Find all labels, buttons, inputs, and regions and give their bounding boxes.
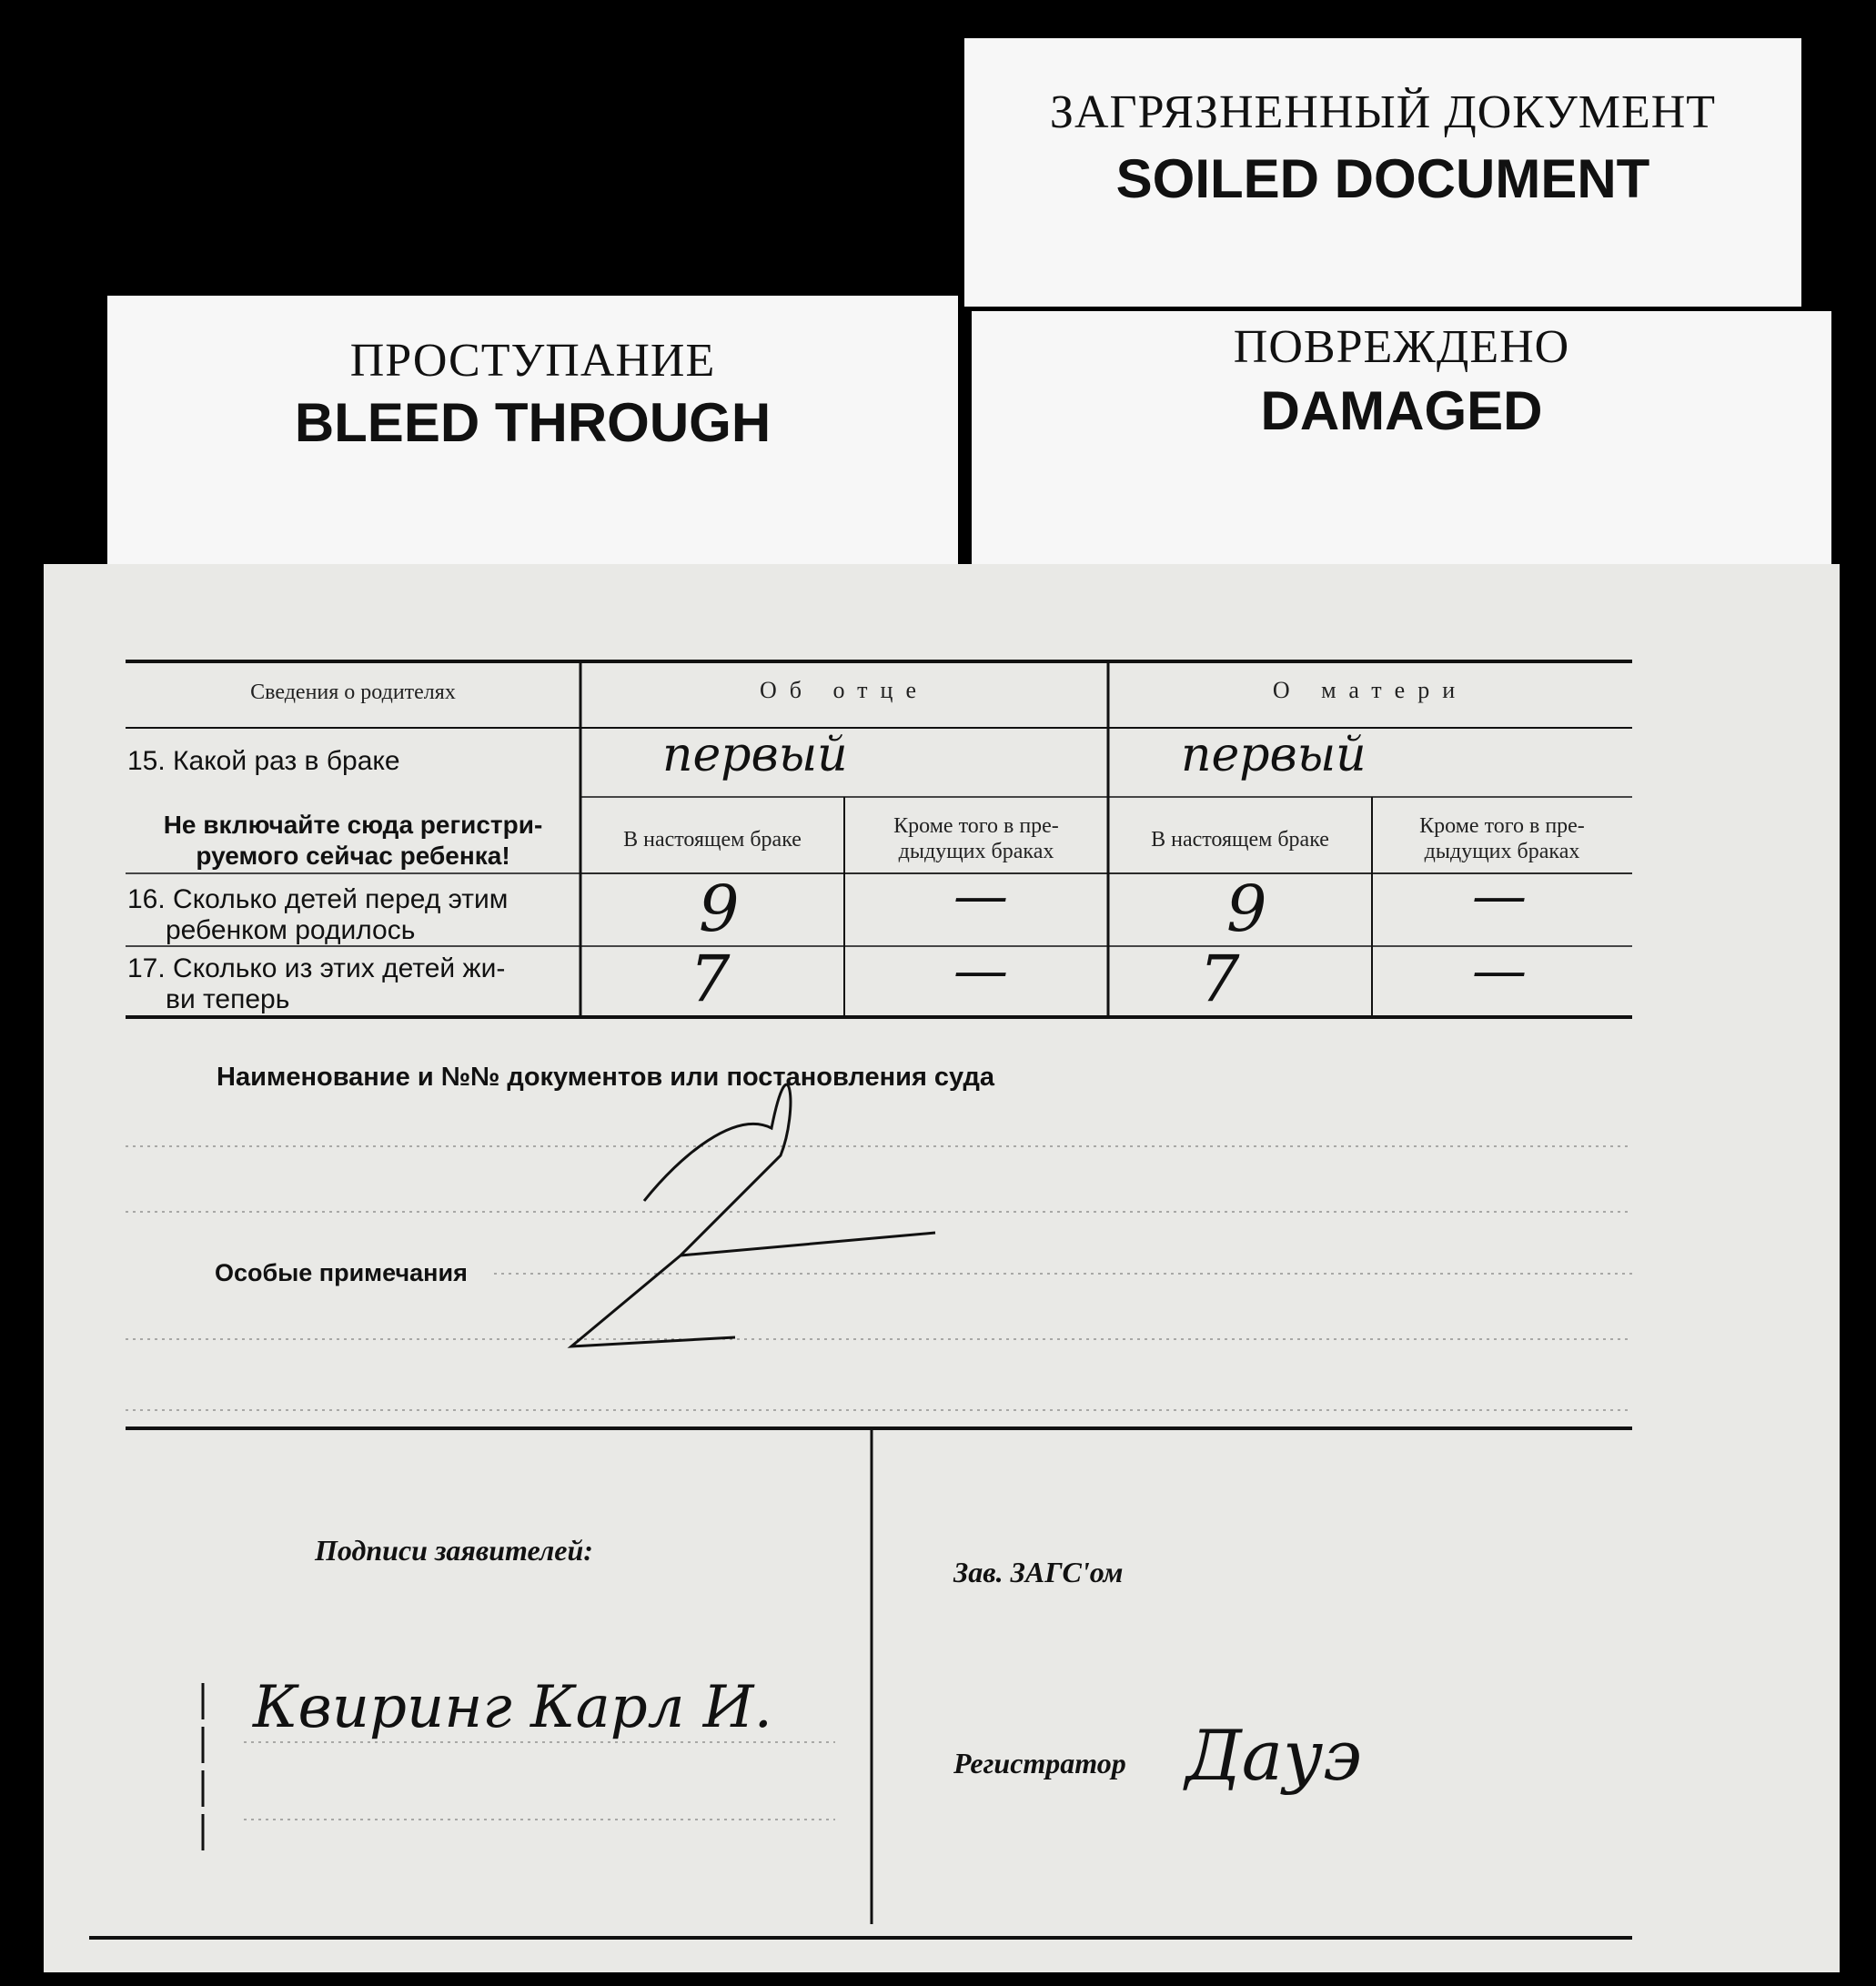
q17-father-previous: — bbox=[953, 939, 1008, 1003]
registrar-label: Регистратор bbox=[953, 1747, 1126, 1779]
q16-label-line2: ребенком родилось bbox=[166, 915, 416, 945]
q17-mother-current: 7 bbox=[1199, 942, 1240, 1016]
remarks-label: Особые примечания bbox=[215, 1259, 468, 1286]
soiled-label-en: SOILED DOCUMENT bbox=[1115, 148, 1650, 209]
q16-father-current: 9 bbox=[699, 872, 740, 946]
subheader-mother-current: В настоящем браке bbox=[1151, 828, 1329, 852]
q15-mother-value: первый bbox=[1181, 728, 1367, 782]
q16-mother-previous: — bbox=[1472, 864, 1527, 928]
soiled-label-ru: ЗАГРЯЗНЕННЫЙ ДОКУМЕНТ bbox=[1049, 86, 1717, 138]
q16-label-line1: 16. Сколько детей перед этим bbox=[127, 884, 509, 914]
signatures-label: Подписи заявителей: bbox=[315, 1534, 593, 1567]
bleed-through-label bbox=[107, 296, 958, 569]
registry-head-label: Зав. ЗАГС'ом bbox=[953, 1556, 1124, 1588]
subheader-father-previous-line2: дыдущих браках bbox=[898, 840, 1054, 863]
q17-father-current: 7 bbox=[690, 942, 731, 1016]
header-parents: Сведения о родителях bbox=[250, 680, 456, 704]
damaged-label bbox=[972, 311, 1831, 570]
damaged-label-ru: ПОВРЕЖДЕНО bbox=[1233, 321, 1570, 373]
subheader-father-current: В настоящем браке bbox=[623, 828, 802, 852]
exclusion-note-line2: руемого сейчас ребенка! bbox=[196, 842, 510, 870]
damaged-label-en: DAMAGED bbox=[1260, 380, 1543, 441]
q16-label bbox=[127, 884, 508, 946]
subheader-father-previous-line1: Кроме того в пре- bbox=[893, 814, 1059, 838]
document-sheet bbox=[44, 564, 1840, 1972]
exclusion-note-line1: Не включайте сюда регистри- bbox=[163, 811, 543, 839]
applicant-signature: Квиринг Карл И. bbox=[253, 1674, 772, 1741]
bleed-label-ru: ПРОСТУПАНИЕ bbox=[349, 335, 716, 387]
exclusion-note bbox=[126, 810, 580, 872]
documents-label: Наименование и №№ документов или постановления суда bbox=[217, 1063, 994, 1092]
q16-father-previous: — bbox=[953, 864, 1008, 928]
registrar-signature: Дауэ bbox=[1185, 1715, 1362, 1796]
soiled-document-label bbox=[964, 38, 1801, 307]
header-father: Об отце bbox=[760, 677, 929, 703]
subheader-mother-previous-line1: Кроме того в пре- bbox=[1419, 814, 1585, 838]
q17-label-line2: ви теперь bbox=[166, 984, 290, 1014]
subheader-mother-previous-line2: дыдущих браках bbox=[1424, 840, 1580, 863]
header-mother: О матери bbox=[1272, 677, 1468, 703]
bleed-label-en: BLEED THROUGH bbox=[294, 392, 772, 453]
q15-label: 15. Какой раз в браке bbox=[127, 746, 400, 776]
q15-father-value: первый bbox=[662, 728, 848, 782]
q16-mother-current: 9 bbox=[1226, 872, 1267, 946]
subheader-mother-previous bbox=[1372, 813, 1632, 864]
q17-label-line1: 17. Сколько из этих детей жи- bbox=[127, 953, 506, 983]
q17-label bbox=[127, 953, 505, 1015]
q17-mother-previous: — bbox=[1472, 939, 1527, 1003]
subheader-father-previous bbox=[844, 813, 1108, 864]
